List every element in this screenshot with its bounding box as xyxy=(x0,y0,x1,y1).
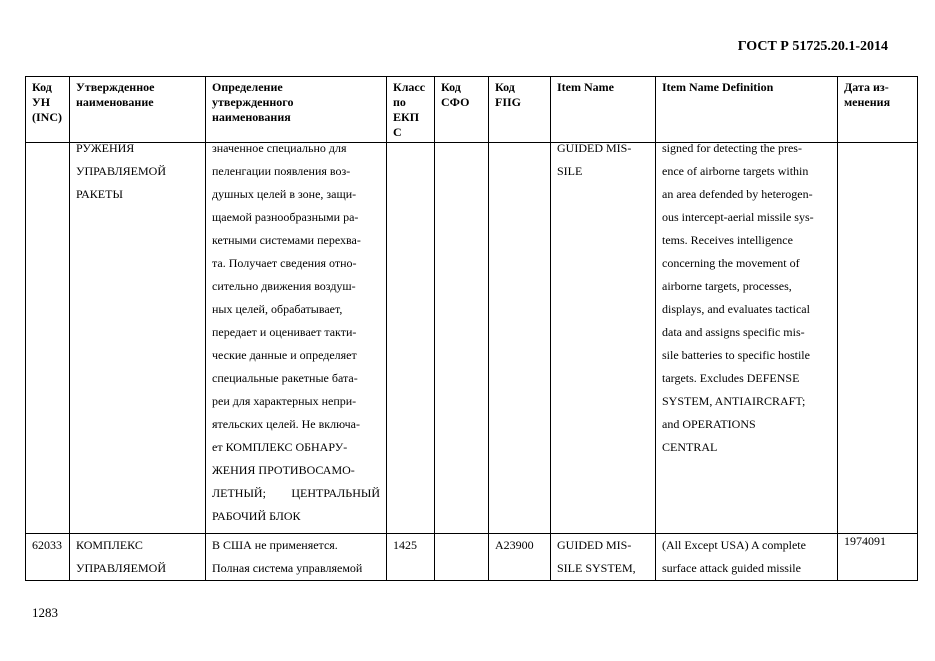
header-sfo: Код СФО xyxy=(435,77,489,143)
cell-item-name: GUIDED MIS- SILE SYSTEM, xyxy=(551,534,656,581)
document-standard-code: ГОСТ Р 51725.20.1-2014 xyxy=(737,39,888,54)
cell-approved-name: РУЖЕНИЯ УПРАВЛЯЕМОЙ РАКЕТЫ xyxy=(70,143,206,534)
page-number: 1283 xyxy=(32,605,58,620)
cell-sfo xyxy=(435,534,489,581)
cell-fiig: A23900 xyxy=(489,534,551,581)
header-fiig: Код FIIG xyxy=(489,77,551,143)
cell-inc: 62033 xyxy=(26,534,70,581)
cell-inc xyxy=(26,143,70,534)
header-definition: Определение утвержденного наименования xyxy=(206,77,387,143)
header-class: Класс по ЕКП С xyxy=(387,77,435,143)
cell-change-date xyxy=(838,143,918,534)
table-header-row xyxy=(26,77,918,143)
header-approved-name: Утвержденное наименование xyxy=(70,77,206,143)
cell-approved-name: КОМПЛЕКС УПРАВЛЯЕМОЙ xyxy=(70,534,206,581)
header-inc: Код УН (INC) xyxy=(26,77,70,143)
header-item-name: Item Name xyxy=(551,77,656,143)
classification-table xyxy=(25,76,918,581)
cell-item-name-definition: (All Except USA) A complete surface attack guided missile xyxy=(656,534,838,581)
header-item-name-definition: Item Name Definition xyxy=(656,77,838,143)
cell-definition: В США не применяется. Полная система управляемой xyxy=(206,534,387,581)
cell-definition: значенное специально для пеленгации появления воз- душных целей в зоне, защи- щаемой разнообразными ра- кетными системами перехва- та. Получает сведения отно- сительно движения воздуш- ных целей, обрабатывает, передает и оценивает такти- ческие данные и определяет специальные ракетные бата- реи для характерных непри- ятельских целей. Не включа- ет КОМПЛЕКС ОБНАРУ- ЖЕНИЯ ПРОТИВОСАМО- ЛЕТНЫЙ; ЦЕНТРАЛЬНЫЙ РАБОЧИЙ БЛОК xyxy=(206,143,387,534)
cell-class: 1425 xyxy=(387,534,435,581)
header-change-date: Дата из- менения xyxy=(838,77,918,143)
table-row xyxy=(26,534,918,581)
cell-sfo xyxy=(435,143,489,534)
cell-class xyxy=(387,143,435,534)
cell-change-date: 1974091 xyxy=(838,534,918,581)
cell-item-name: GUIDED MIS- SILE xyxy=(551,143,656,534)
cell-fiig xyxy=(489,143,551,534)
cell-item-name-definition: signed for detecting the pres- ence of airborne targets within an area defended by heterogen- ous intercept-aerial missile sys- tems. Receives intelligence concerning the movement of airborne targets, processes, displays, and evaluates tactical data and assigns specific mis- sile batteries to specific hostile targets. Excludes DEFENSE SYSTEM, ANTIAIRCRAFT; and OPERATIONS CENTRAL xyxy=(656,143,838,534)
table-row xyxy=(26,143,918,534)
